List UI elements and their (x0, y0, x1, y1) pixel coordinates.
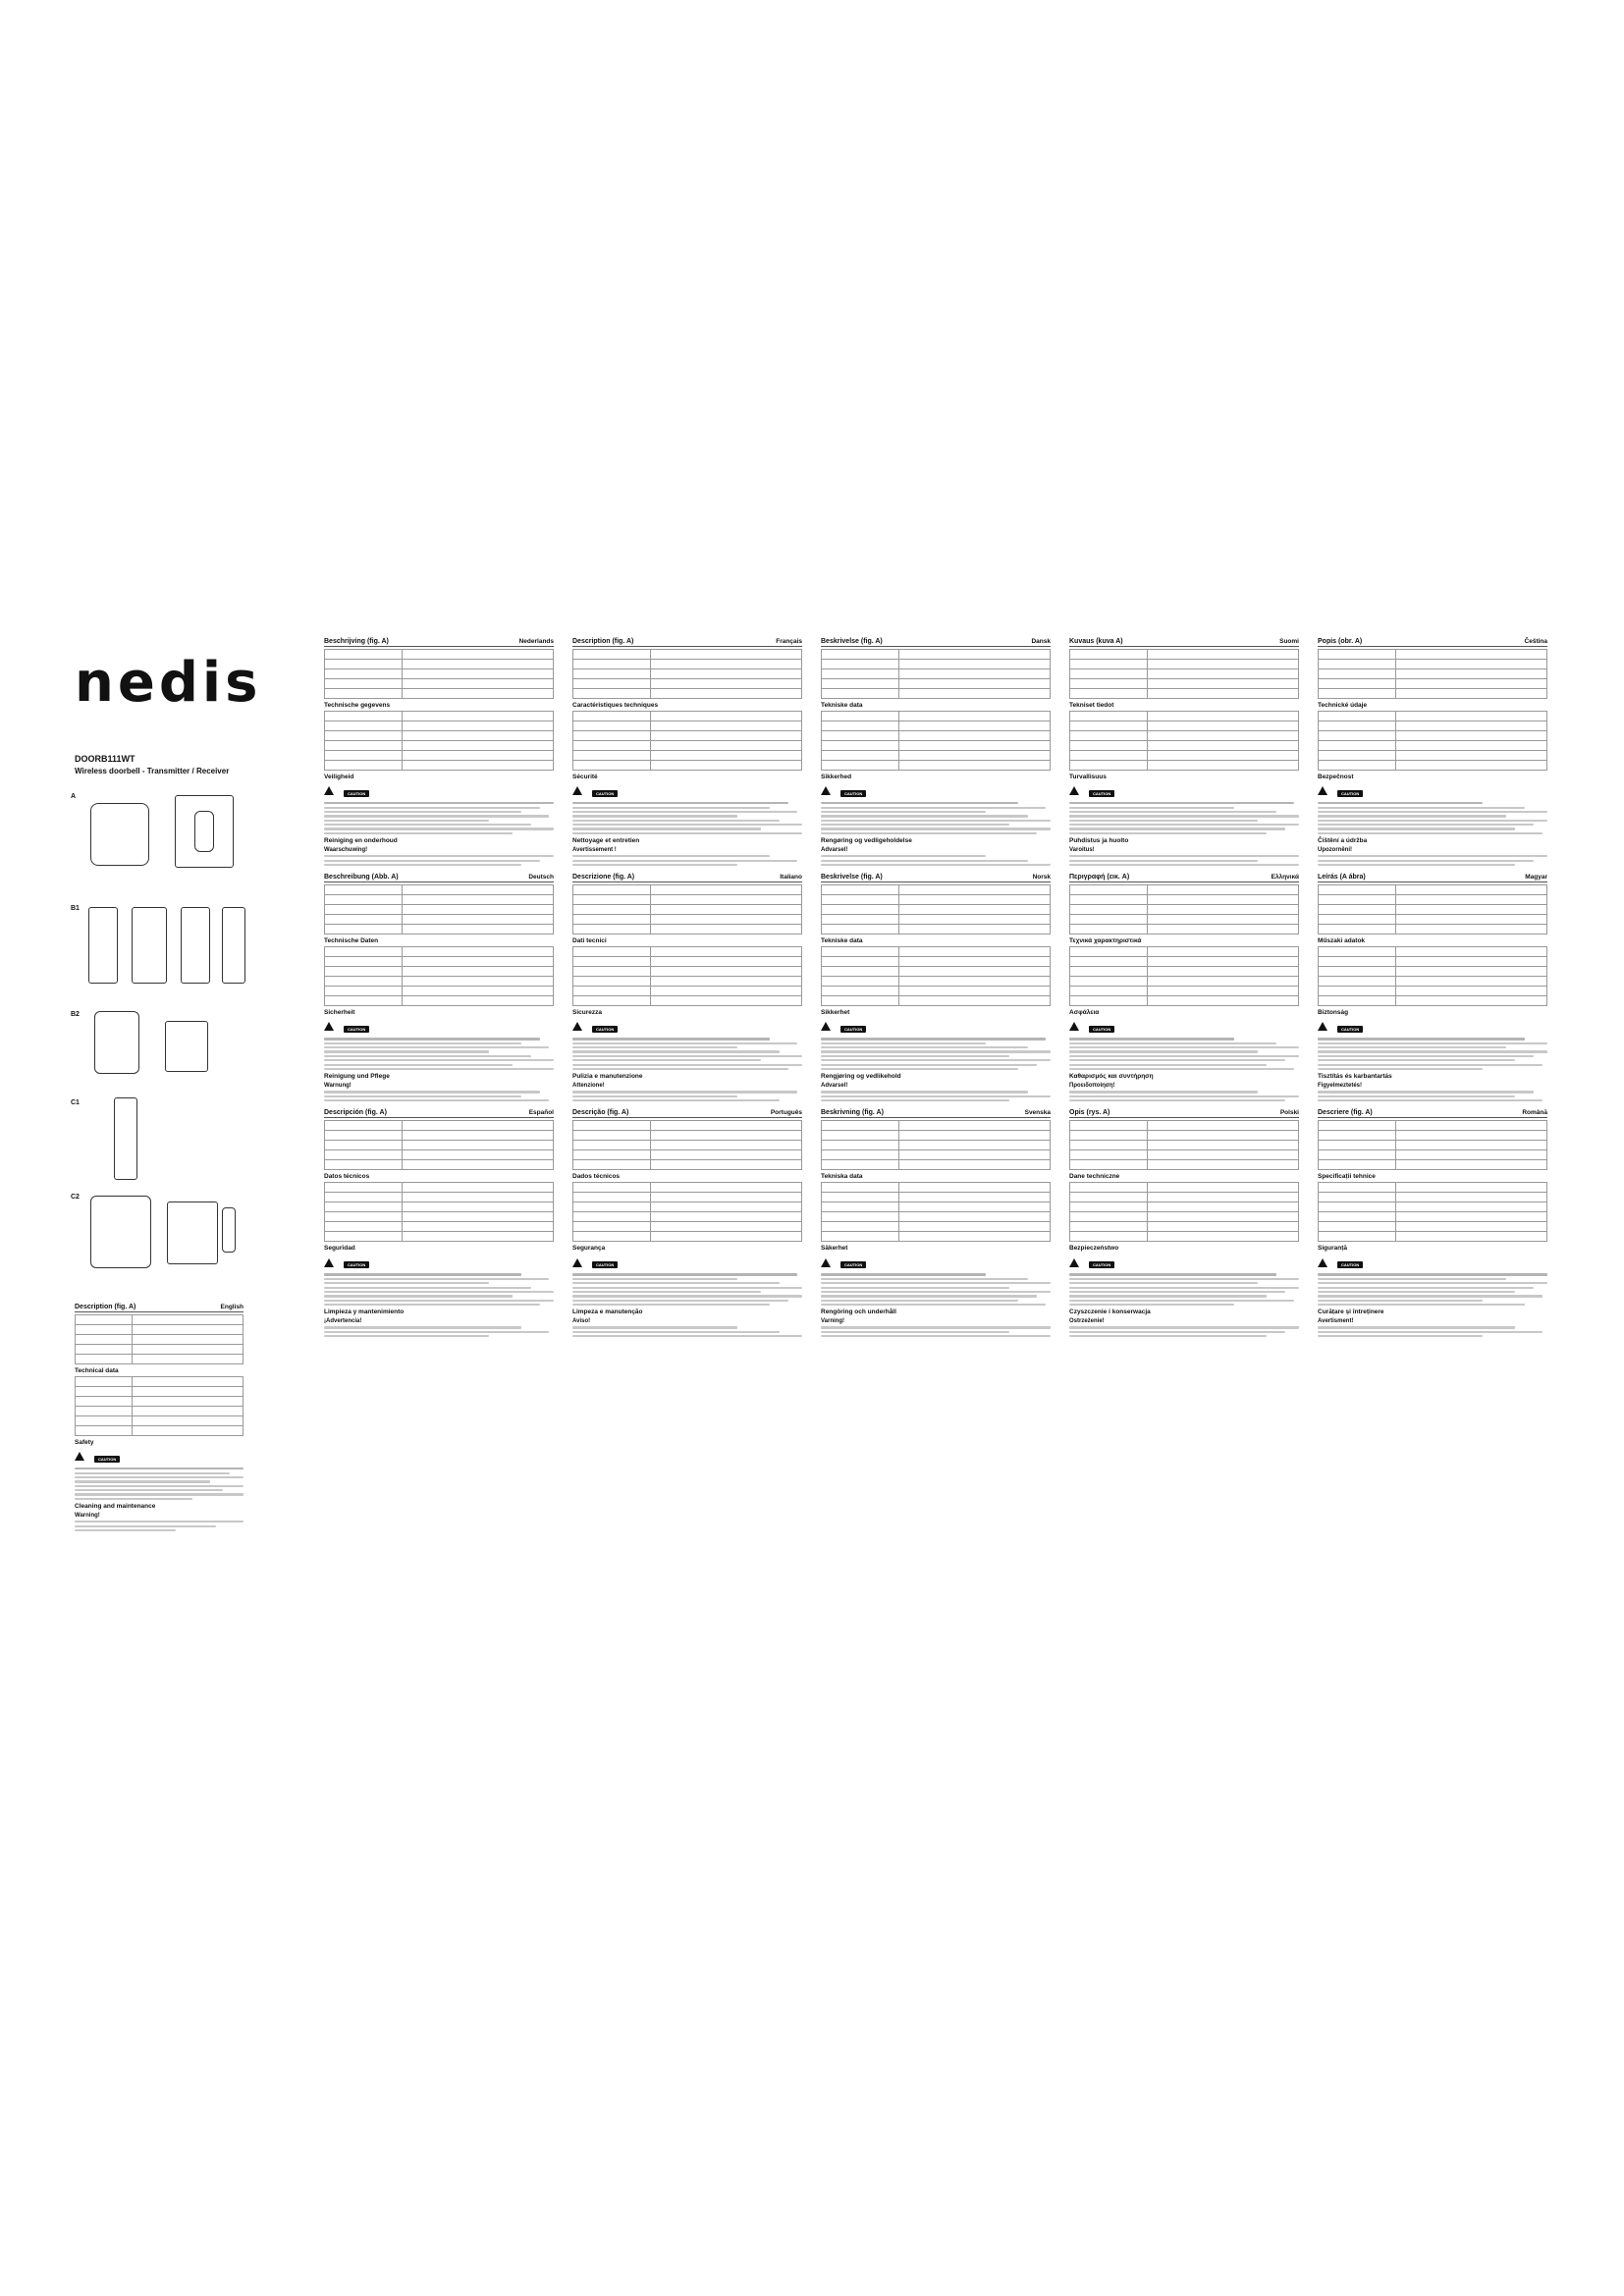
language-column (324, 638, 554, 1345)
warning-heading: Avertisment! (1318, 1318, 1354, 1325)
description-table (1318, 1120, 1547, 1170)
language-section (324, 874, 554, 1101)
section-header (1069, 1109, 1299, 1118)
safety-heading: Sicherheit (324, 1009, 355, 1017)
button-drawing (194, 811, 214, 852)
receiver-back-drawing (94, 1011, 139, 1074)
warning-triangle-icon (821, 1022, 831, 1031)
warning-heading: Figyelmeztetés! (1318, 1083, 1363, 1090)
mount-drawing (132, 907, 167, 984)
warning-heading: Waarschuwing! (324, 847, 368, 853)
section-header (1318, 874, 1547, 882)
technical-data-table (821, 1182, 1051, 1242)
section-header (75, 1304, 244, 1312)
technical-data-heading: Specificații tehnice (1318, 1173, 1376, 1181)
nedis-logo: nedis (75, 651, 262, 715)
technical-data-table (572, 1182, 802, 1242)
warning-triangle-icon (324, 786, 334, 795)
technical-data-heading: Technické údaje (1318, 702, 1368, 709)
technical-data-table (821, 711, 1051, 771)
cleaning-heading: Curățare și întreținere (1318, 1308, 1384, 1316)
warning-heading: Varning! (821, 1318, 845, 1325)
language-label: Italiano (780, 874, 802, 881)
description-table (821, 649, 1051, 699)
safety-heading: Safety (75, 1439, 94, 1446)
caution-badge: CAUTION (1089, 1026, 1114, 1033)
caution-badge: CAUTION (840, 790, 866, 797)
language-section (572, 1109, 802, 1337)
description-table (75, 1314, 244, 1364)
safety-heading: Sikkerhet (821, 1009, 850, 1017)
warning-heading: Advarsel! (821, 1083, 848, 1090)
cleaning-heading: Tisztítás és karbantartás (1318, 1073, 1392, 1081)
receiver-open-drawing (90, 1196, 151, 1268)
description-table (1069, 649, 1299, 699)
description-table (324, 649, 554, 699)
language-section (572, 874, 802, 1101)
caution-badge: CAUTION (592, 1261, 618, 1268)
cleaning-heading: Nettoyage et entretien (572, 837, 640, 844)
cleaning-heading: Cleaning and maintenance (75, 1503, 156, 1510)
language-column (572, 638, 802, 1345)
technical-data-heading: Datos técnicos (324, 1173, 370, 1181)
description-table (572, 649, 802, 699)
language-section (821, 874, 1051, 1101)
section-header (821, 874, 1051, 882)
language-label: Español (528, 1109, 554, 1117)
figure-label: A (71, 793, 77, 800)
section-title: Beschrijving (fig. A) (324, 638, 389, 645)
battery-drawing (165, 1021, 208, 1072)
warning-triangle-icon (324, 1258, 334, 1267)
technical-data-table (324, 711, 554, 771)
technical-data-heading: Technische gegevens (324, 702, 391, 709)
warning-heading: ¡Advertencia! (324, 1318, 362, 1325)
warning-triangle-icon (1069, 786, 1079, 795)
warning-triangle-icon (1069, 1022, 1079, 1031)
language-label: Svenska (1024, 1109, 1051, 1117)
caution-badge: CAUTION (344, 790, 369, 797)
technical-data-table (75, 1376, 244, 1436)
language-section (1318, 1109, 1547, 1337)
warning-triangle-icon (821, 1258, 831, 1267)
language-label: Română (1522, 1109, 1547, 1117)
section-header (1069, 874, 1299, 882)
safety-heading: Segurança (572, 1245, 606, 1253)
safety-heading: Bezpieczeństwo (1069, 1245, 1119, 1253)
description-table (821, 884, 1051, 934)
caution-badge: CAUTION (592, 1026, 618, 1033)
section-title: Descripción (fig. A) (324, 1109, 387, 1117)
language-section (324, 1109, 554, 1337)
technical-data-table (1318, 711, 1547, 771)
technical-data-table (324, 1182, 554, 1242)
model-number: DOORB111WT (75, 754, 135, 764)
description-table (572, 1120, 802, 1170)
section-header (821, 1109, 1051, 1118)
section-header (1318, 638, 1547, 647)
warning-triangle-icon (572, 1022, 582, 1031)
caution-badge: CAUTION (840, 1261, 866, 1268)
product-subtitle: Wireless doorbell - Transmitter / Receiver (75, 767, 230, 775)
section-header (1069, 638, 1299, 647)
technical-data-heading: Technical data (75, 1367, 119, 1374)
language-section (1069, 1109, 1299, 1337)
caution-badge: CAUTION (840, 1026, 866, 1033)
section-header (572, 638, 802, 647)
description-table (324, 884, 554, 934)
section-header (1318, 1109, 1547, 1118)
caution-badge: CAUTION (1089, 790, 1114, 797)
warning-heading: Aviso! (572, 1318, 591, 1325)
warning-triangle-icon (572, 1258, 582, 1267)
warning-triangle-icon (572, 786, 582, 795)
language-column (821, 638, 1051, 1345)
section-header (324, 874, 554, 882)
language-label: Magyar (1525, 874, 1547, 881)
caution-badge: CAUTION (1337, 1261, 1363, 1268)
figure-b1 (71, 901, 244, 999)
safety-heading: Veiligheid (324, 774, 354, 780)
safety-heading: Siguranță (1318, 1245, 1347, 1253)
cleaning-heading: Puhdistus ja huolto (1069, 837, 1129, 844)
safety-heading: Ασφάλεια (1069, 1009, 1100, 1017)
technical-data-table (572, 946, 802, 1006)
language-section (1069, 638, 1299, 866)
safety-heading: Biztonság (1318, 1009, 1349, 1017)
figure-c1 (71, 1095, 244, 1182)
warning-heading: Προειδοποίηση! (1069, 1083, 1115, 1090)
figure-label: C1 (71, 1099, 80, 1106)
safety-heading: Bezpečnost (1318, 774, 1354, 780)
safety-heading: Seguridad (324, 1245, 355, 1253)
figure-c2 (71, 1190, 244, 1282)
language-section (572, 638, 802, 866)
technical-data-heading: Tekniset tiedot (1069, 702, 1114, 709)
description-table (1318, 649, 1547, 699)
transmitter-drawing (90, 803, 149, 866)
technical-data-table (572, 711, 802, 771)
language-label: Ελληνικά (1271, 874, 1299, 881)
cleaning-heading: Czyszczenie i konserwacja (1069, 1308, 1151, 1316)
technical-data-table (1069, 1182, 1299, 1242)
language-section (324, 638, 554, 866)
description-table (1069, 884, 1299, 934)
cleaning-heading: Limpeza e manutenção (572, 1308, 643, 1316)
language-section (1318, 638, 1547, 866)
safety-heading: Säkerhet (821, 1245, 848, 1253)
figure-b2 (71, 1007, 244, 1086)
section-header (821, 638, 1051, 647)
section-title: Leírás (A ábra) (1318, 874, 1366, 881)
safety-heading: Sikkerhed (821, 774, 852, 780)
cleaning-heading: Pulizia e manutenzione (572, 1073, 643, 1081)
technical-data-heading: Technische Daten (324, 937, 379, 945)
technical-data-table (1069, 711, 1299, 771)
section-header (572, 874, 802, 882)
warning-heading: Upozornění! (1318, 847, 1352, 853)
section-header (324, 638, 554, 647)
warning-heading: Advarsel! (821, 847, 848, 853)
language-label: Nederlands (518, 638, 554, 645)
cleaning-heading: Rengøring og vedligeholdelse (821, 837, 912, 844)
section-title: Beskrivelse (fig. A) (821, 638, 883, 645)
mount-drawing (88, 907, 118, 984)
figure-label: B1 (71, 905, 80, 912)
language-label: Deutsch (528, 874, 554, 881)
caution-badge: CAUTION (344, 1026, 369, 1033)
language-label: Norsk (1032, 874, 1051, 881)
warning-triangle-icon (1318, 1258, 1327, 1267)
section-title: Beskrivning (fig. A) (821, 1109, 884, 1117)
section-title: Descrizione (fig. A) (572, 874, 635, 881)
section-title: Descriere (fig. A) (1318, 1109, 1373, 1117)
technical-data-table (1318, 1182, 1547, 1242)
technical-data-table (1318, 946, 1547, 1006)
description-table (1318, 884, 1547, 934)
warning-heading: Varoitus! (1069, 847, 1095, 853)
caution-badge: CAUTION (1337, 1026, 1363, 1033)
section-header (324, 1109, 554, 1118)
cleaning-heading: Καθαρισμός και συντήρηση (1069, 1073, 1154, 1081)
cleaning-heading: Rengöring och underhåll (821, 1308, 896, 1316)
section-title: Beskrivelse (fig. A) (821, 874, 883, 881)
section-title: Description (fig. A) (572, 638, 634, 645)
description-table (572, 884, 802, 934)
battery-drawing (222, 1207, 236, 1253)
figure-label: B2 (71, 1011, 80, 1018)
cleaning-heading: Reinigung und Pflege (324, 1073, 390, 1081)
cleaning-heading: Reiniging en onderhoud (324, 837, 398, 844)
language-label: Dansk (1031, 638, 1051, 645)
warning-triangle-icon (1318, 786, 1327, 795)
section-title: Description (fig. A) (75, 1304, 136, 1310)
language-section (1069, 874, 1299, 1101)
warning-triangle-icon (75, 1452, 84, 1461)
figure-label: C2 (71, 1194, 80, 1201)
mount-drawing (181, 907, 210, 984)
language-section (821, 638, 1051, 866)
warning-triangle-icon (821, 786, 831, 795)
language-label: Čeština (1524, 638, 1547, 645)
description-table (1069, 1120, 1299, 1170)
warning-triangle-icon (1318, 1022, 1327, 1031)
language-section (1318, 874, 1547, 1101)
caution-badge: CAUTION (1337, 790, 1363, 797)
technical-data-table (1069, 946, 1299, 1006)
mount-drawing (222, 907, 245, 984)
language-label: Suomi (1279, 638, 1299, 645)
technical-data-heading: Tekniske data (821, 702, 863, 709)
technical-data-heading: Tekniska data (821, 1173, 863, 1181)
section-title: Opis (rys. A) (1069, 1109, 1110, 1117)
safety-heading: Sicurezza (572, 1009, 602, 1017)
receiver-open-drawing (167, 1201, 218, 1264)
warning-heading: Avertissement ! (572, 847, 617, 853)
language-label: Português (770, 1109, 802, 1117)
language-label: English (220, 1304, 244, 1310)
caution-badge: CAUTION (94, 1456, 120, 1463)
safety-heading: Sécurité (572, 774, 598, 780)
section-header (572, 1109, 802, 1118)
description-table (821, 1120, 1051, 1170)
language-column (1318, 638, 1547, 1345)
technical-data-table (821, 946, 1051, 1006)
transmitter-side-drawing (114, 1097, 137, 1180)
language-column (1069, 638, 1299, 1345)
cleaning-heading: Čištění a údržba (1318, 837, 1368, 844)
caution-badge: CAUTION (1089, 1261, 1114, 1268)
section-title: Kuvaus (kuva A) (1069, 638, 1123, 645)
technical-data-heading: Dati tecnici (572, 937, 607, 945)
language-label: Français (776, 638, 802, 645)
left-column (71, 651, 262, 1537)
technical-data-heading: Dados técnicos (572, 1173, 621, 1181)
warning-heading: Attenzione! (572, 1083, 605, 1090)
section-title: Beschreibung (Abb. A) (324, 874, 399, 881)
cleaning-heading: Limpieza y mantenimiento (324, 1308, 405, 1316)
description-table (324, 1120, 554, 1170)
technical-data-heading: Τεχνικά χαρακτηριστικά (1069, 937, 1142, 945)
english-section (75, 1304, 244, 1531)
warning-triangle-icon (324, 1022, 334, 1031)
caution-badge: CAUTION (344, 1261, 369, 1268)
technical-data-heading: Dane techniczne (1069, 1173, 1120, 1181)
figure-a (71, 789, 244, 887)
technical-data-heading: Caractéristiques techniques (572, 702, 659, 709)
warning-heading: Ostrzeżenie! (1069, 1318, 1105, 1325)
safety-heading: Turvallisuus (1069, 774, 1107, 780)
warning-heading: Warnung! (324, 1083, 352, 1090)
warning-heading: Warning! (75, 1513, 100, 1519)
technical-data-heading: Tekniske data (821, 937, 863, 945)
language-label: Polski (1279, 1109, 1299, 1117)
technical-data-heading: Műszaki adatok (1318, 937, 1366, 945)
caution-badge: CAUTION (592, 790, 618, 797)
cleaning-heading: Rengjøring og vedlikehold (821, 1073, 901, 1081)
section-title: Περιγραφή (εικ. A) (1069, 874, 1130, 881)
warning-triangle-icon (1069, 1258, 1079, 1267)
section-title: Descrição (fig. A) (572, 1109, 629, 1117)
section-title: Popis (obr. A) (1318, 638, 1363, 645)
technical-data-table (324, 946, 554, 1006)
language-section (821, 1109, 1051, 1337)
